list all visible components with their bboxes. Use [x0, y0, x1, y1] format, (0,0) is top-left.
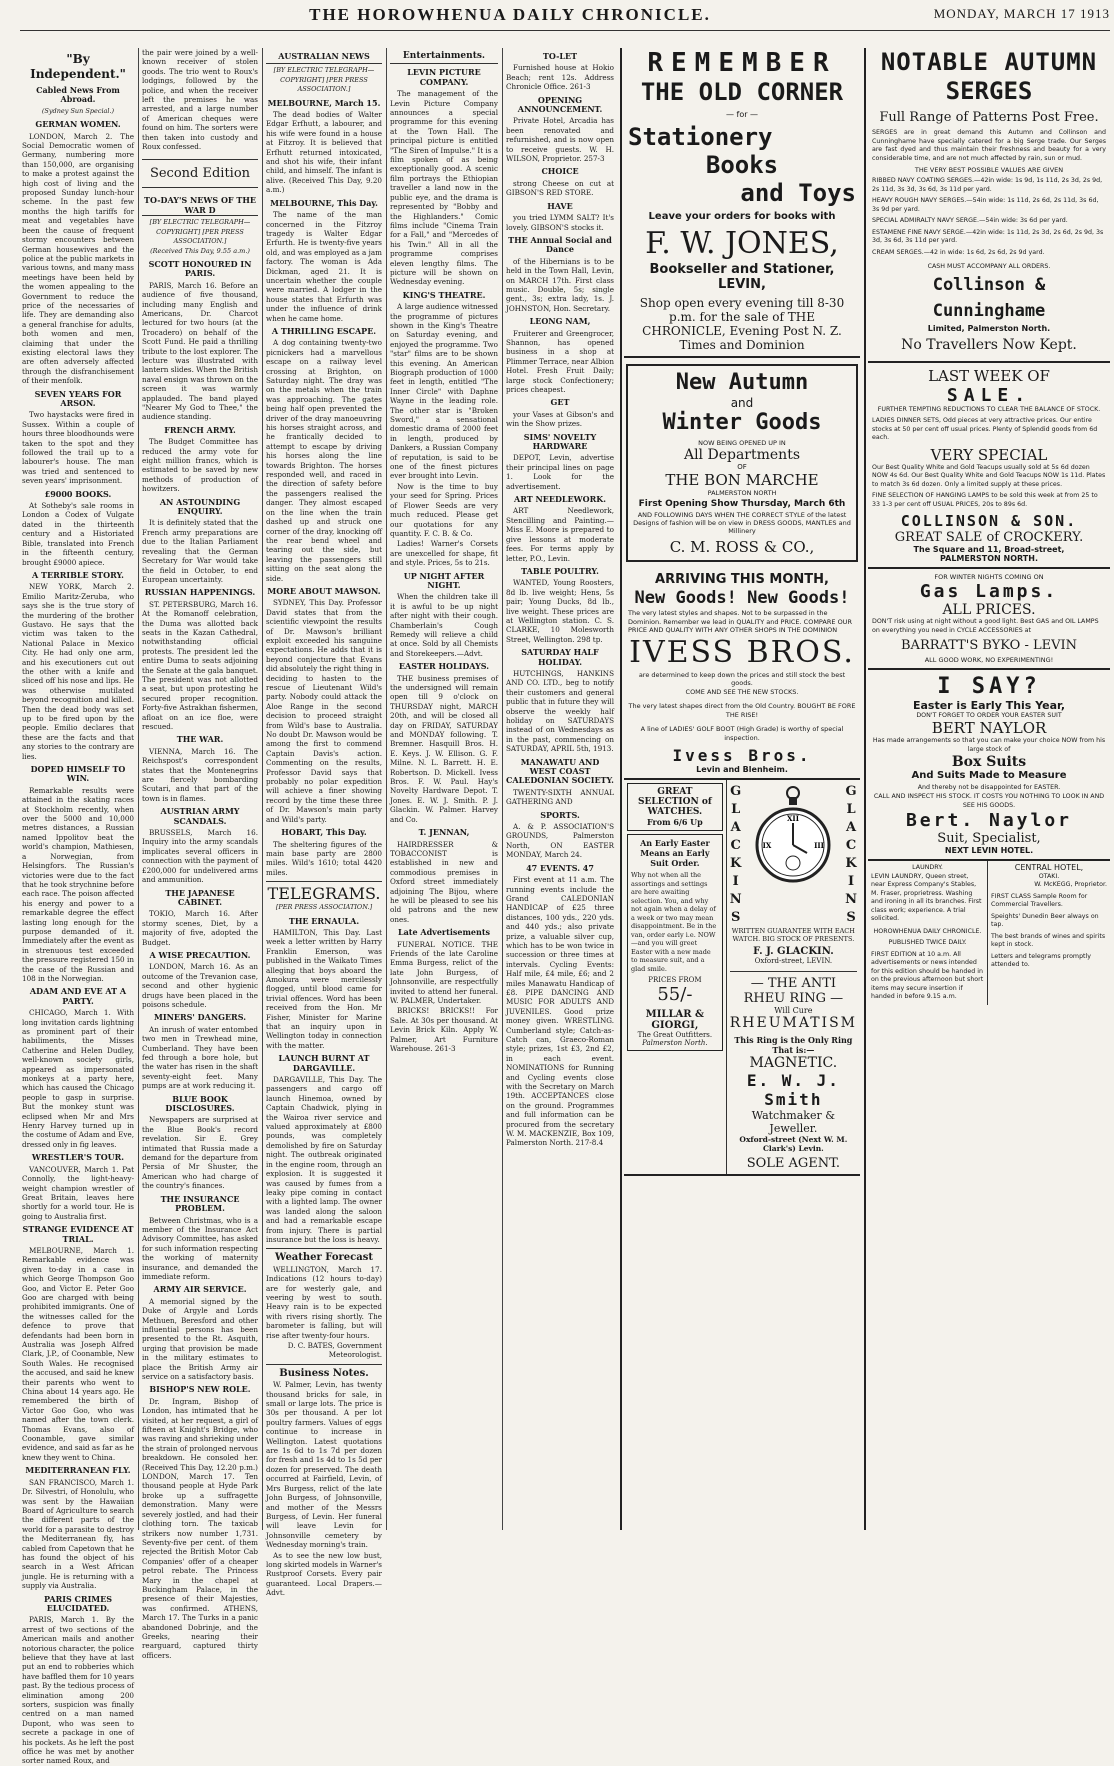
laundry-heading: LAUNDRY.: [912, 864, 943, 871]
glackins-letter: L: [846, 802, 856, 817]
article-body: VANCOUVER, March 1. Pat Connolly, the light-heavy-weight champion wrestler of Great Britain, leaves here shortly for a world tour. He is going to Australia first.: [22, 1164, 134, 1221]
call-inspect-text: CALL AND INSPECT HIS STOCK. IT COSTS YOU NOTHING TO LOOK IN AND SEE HIS GOODS.: [873, 793, 1105, 809]
col1-headline: "By Independent.": [30, 52, 126, 81]
telegrams-heading: TELEGRAMS.: [266, 881, 382, 901]
article-heading: AN ASTOUNDING ENQUIRY.: [159, 496, 241, 517]
glackins-letter: G: [730, 784, 742, 799]
article-body: The sheltering figures of the main base party are 2800 miles. Wild's 1610; total 4420 miles.: [266, 839, 382, 877]
i-say-text: I SAY?: [937, 674, 1041, 699]
masthead-rule: [20, 30, 1110, 31]
col5-ads: [506, 52, 614, 1148]
article-body: Furnished house at Hokio Beach; rent 12s. Address Chronicle Office. 261-3: [506, 63, 614, 92]
published-text: PUBLISHED TWICE DAILY.: [888, 939, 967, 946]
ivess-name-2: Ivess Bros.: [672, 746, 812, 765]
square-address: The Square and 11, Broad-street,: [913, 545, 1065, 554]
article-heading: STRANGE EVIDENCE AT TRIAL.: [22, 1224, 134, 1244]
article-body: DARGAVILLE, This Day. The passengers and cargo off launch Hinemoa, owned by Captain Chadwick, plying in the Wairoa river service and valued approximately at £800 pounds, was completely demolished by fire on Saturday night. The outbreak originated in the engine room, through an explosion. It is suggested it was caused by fumes from a leaky pipe coming in contact with a lighted lamp. The owner was landed along the saloon and had a remarkable escape from injury. There is partial insurance but the loss is heavy.: [266, 1075, 382, 1244]
article-body: Private Hotel, Arcadia has been renovated and refurnished, and is now open to receive guests. W. H. WILSON, Proprietor. 257-3: [506, 116, 614, 164]
glackins-letter: K: [845, 856, 857, 871]
article-body: First event at 11 a.m. The running events include the Grand CALEDONIAN HANDICAP of £25 three distances, 100 yds., 220 yds. and 440 yds.; also private prize, a valuable silver cup, which has to be won twice in succession or three times at intervals. Cycling Events: Half mile, £4 mile, £6; and 2 miles Manawatu Handicap of £8. PIPE DANCING AND MUSIC FOR ADULTS AND JUVENILES. Good prize money given. WRESTLING. Cumberland style; Catch-as-Catch can, Graeco-Roman style; prizes, 1st £3, 2nd £2, in each event. NOMINATIONS for Running and Cycling events close with the Secretary on March 19th. ACCEPTANCES close on the ground. Programmes and full information can be procured from the secretary W. M. MACKENZIE, Box 109, Palmerston North. 217-8.4: [506, 875, 614, 1148]
bon-marche-name: THE BON MARCHE: [665, 471, 819, 489]
collinson-name: Collinson & Cunninghame: [932, 274, 1046, 321]
article-body: Now is the time to buy your seed for Spring. Prices of Flower Seeds are very much reduced. Please get our quotations for any quantity. F. C. B. & Co.: [390, 481, 498, 538]
column-divider: [502, 48, 503, 1530]
very-large-text: The very latest shapes direct from the Old Country. BOUGHT BE FORE THE RISE!: [628, 702, 856, 719]
barratt-name: BARRATT'S BYKO - LEVIN: [901, 638, 1077, 653]
bert-naylor-name-2: Bert. Naylor: [905, 810, 1073, 831]
column-divider: [262, 48, 263, 1530]
article-heading: GET: [550, 397, 570, 408]
next-levin-text: NEXT LEVIN HOTEL.: [944, 846, 1034, 855]
article-heading: £9000 BOOKS.: [44, 488, 112, 499]
levin-blenheim-text: Levin and Blenheim.: [696, 765, 788, 774]
anti-rheu-ad: [730, 971, 857, 1171]
ribbed-serge-text: RIBBED NAVY COATING SERGES.—42in wide: 1s 9d, 1s 11d, 2s 3d, 2s 9d, 2s 11d, 3s 3d, 3s 6d, 3s 11d per yard.: [872, 177, 1103, 193]
glackins-letter: I: [732, 874, 739, 889]
column-divider: [620, 48, 622, 1530]
heavy-serge-text: HEAVY ROUGH NAVY SERGES.—54in wide: 1s 11d, 2s 6d, 2s 11d, 3s 6d, 3s 9d per yard.: [872, 197, 1099, 213]
millar-name: MILLAR & GIORGI,: [645, 1009, 705, 1031]
entertainments-heading: Entertainments.: [390, 52, 498, 64]
ad-column-right: [868, 44, 1110, 1530]
glackins-letter: K: [730, 856, 742, 871]
article-body: of the Hibernians is to be held in the Town Hall, Levin, on MARCH 17th. First class music. Double, 5s; single gent., 3s; extra lady, 1s. J. JOHNSTON, Hon. Secretary.: [506, 256, 614, 313]
article-body: THE business premises of the undersigned will remain open till 9 o'clock on THURSDAY night, MARCH 20th, and will be closed all day on FRIDAY, SATURDAY and MONDAY following. T. Bremner. Hasquill Bros. H. E. Keys. J. W. Ellison. G. F. Milne. N. L. Barrett. H. E. Robertson. D. Mickell. Ivess Bros. F. W. Paul. Hay's Novelty Hardware Depot. T. Jones. E. W. J. Smith. P. J. Glackin. W. Palmer. Harvey and Co.: [390, 673, 498, 824]
article-body: At Sotheby's sale rooms in London a Codex of Vulgate dated in the thirteenth century and a Historiated Bible, translated into French in the fifteenth century, brought £9000 apiece.: [22, 501, 134, 567]
gas-lamps-ad: [868, 569, 1110, 670]
col1-subheadline: Cabled News From Abroad.: [36, 85, 120, 105]
issue-date: MONDAY, MARCH 17 1913: [933, 6, 1110, 21]
jones-name: F. W. JONES,: [645, 226, 839, 261]
glackins-letter: A: [730, 820, 741, 835]
glackins-letter: A: [846, 820, 857, 835]
article-heading: MELBOURNE, This Day.: [270, 197, 378, 208]
shop-open-text: Shop open every evening till 8-30 p.m. for the sale of THE CHRONICLE, Evening Post N. Z. Times and Dominion: [639, 296, 845, 352]
palmerston-text: Palmerston North.: [642, 1039, 708, 1047]
serges-description: SERGES are in great demand this Autumn and Collinson and Cunninghame have specially catered for a big Serge trade. Our Serges are fast dyed and thus maintain their freshness and beauty for a very considerable time, and are not much affected by rain, sun or mud.: [872, 129, 1106, 162]
article-heading: LAUNCH BURNT AT DARGAVILLE.: [278, 1053, 370, 1073]
box-suits-text: Box Suits: [951, 754, 1027, 770]
estamene-serge-text: ESTAMENE FINE NAVY SERGE.—42in wide: 1s 11d, 2s 3d, 2s 6d, 2s 9d, 3s 3d, 3s 6d, 3s 11d per yard.: [872, 228, 1104, 244]
glackins-left-letters: [730, 783, 742, 927]
watches-price: From 6/6 Up: [647, 817, 703, 827]
weather-signature: D. C. BATES, Government Meteorologist.: [287, 1341, 382, 1360]
article-heading: MINERS' DANGERS.: [154, 1012, 246, 1023]
very-special-text: VERY SPECIAL: [930, 445, 1048, 464]
article-body: Two haystacks were fired in Sussex. Within a couple of hours three bloodhounds were taken to the spot and they followed the trail up to a labourer's house. The man was tried and sentenced to seven years' imprisonment.: [22, 410, 134, 486]
admiralty-serge-text: SPECIAL ADMIRALTY NAVY SERGE.—54in wide: 3s 6d per yard.: [872, 217, 1068, 224]
column-3: [266, 48, 382, 1598]
article-heading: SPORTS.: [540, 809, 580, 820]
chronicle-name: HOROWHENUA DAILY CHRONICLE.: [873, 927, 982, 935]
bon-marche-location: PALMERSTON NORTH: [707, 489, 777, 497]
new-goods-text: New Goods! New Goods!: [634, 588, 850, 608]
article-heading: THE INSURANCE PROBLEM.: [160, 1193, 240, 1214]
article-heading: TABLE POULTRY.: [521, 565, 599, 576]
magnetic-text: MAGNETIC.: [749, 1055, 838, 1071]
article-heading: EASTER HOLIDAYS.: [398, 661, 490, 672]
article-body: your Vases at Gibson's and win the Show prizes.: [506, 409, 614, 429]
article-body: BRUSSELS, March 16. Inquiry into the army scandals implicates several officers in connection with the payment of £200,000 for undelivered arms and ammunition.: [142, 828, 258, 885]
column-2: [142, 48, 258, 1660]
suit-price: 55/-: [657, 984, 693, 1005]
best-brands-text: The best brands of wines and spirits kept in stock.: [991, 932, 1106, 948]
article-body: Ladies! Warner's Corsets are unexcelled for shape, fit and style. Prices, 5s to 21s.: [390, 539, 498, 568]
mckegg-text: W. McKEGG, Proprietor.: [1034, 881, 1107, 888]
article-heading: CHOICE: [541, 166, 579, 177]
glackins-letter: I: [848, 874, 855, 889]
glackins-letter: N: [729, 892, 742, 907]
article-heading: WRESTLER'S TOUR.: [31, 1152, 125, 1163]
great-sale-text: GREAT SALE of CROCKERY.: [894, 530, 1084, 545]
telegrams-source: [PER PRESS ASSOCIATION.]: [275, 903, 373, 912]
article-body: The dead bodies of Walter Edgar Erfhutt, a labourer, and his wife were found in a house at Fitzroy. It is believed that Erfhutt returned intoxicated, and shot his wife, their infant child, and himself. The infant is alive. (Received This Day, 9.20 a.m.): [266, 110, 382, 195]
article-heading: UP NIGHT AFTER NIGHT.: [403, 570, 485, 590]
article-body: ART Needlework, Stencilling and Painting.—Miss E. Moore is prepared to give lessons at moderate fees. For terms apply by letter, P.O., Levin.: [506, 506, 614, 563]
article-body: strong Cheese on cut at GIBSON'S RED STORE.: [506, 178, 614, 198]
smith-name: E. W. J. Smith: [746, 1071, 840, 1109]
article-heading: FRENCH ARMY.: [164, 424, 236, 435]
winter-goods-text: Winter Goods: [662, 410, 822, 435]
arriving-text: ARRIVING THIS MONTH,: [655, 572, 829, 587]
column-5: [506, 48, 614, 1528]
full-range-text: Full Range of Patterns Post Free.: [879, 110, 1099, 125]
article-heading: MELBOURNE, March 15.: [267, 97, 381, 108]
article-body: you tried LYMM SALT? It's lovely. GIBSON'S stocks it.: [506, 213, 614, 232]
limited-text: Limited, Palmerston North.: [927, 323, 1051, 333]
article-heading: MEDITERRANEAN FLY.: [25, 1465, 131, 1476]
article-body: CHICAGO, March 1. With long invitation cards lightning as prominent part of their habiliments, the Misses Catherine and Helen Dudley, well-known society girls, appeared as impersonated monkeys at a party here, which has caused the Chicago people to gasp in surprise. But the monkey stunt was eclipsed when Mr and Mrs Henry Harvey turned up in the costume of Adam and Eve, dressed only in fig leaves.: [22, 1008, 134, 1149]
article-heading: 47 EVENTS. 47: [526, 862, 594, 873]
of-text: OF: [737, 463, 747, 471]
made-to-measure-text: And Suits Made to Measure: [911, 770, 1067, 781]
corset-notice: As to see the new low bust, long skirted models in Warner's Rustproof Corsets. Every pair guaranteed. Local Drapers.—Advt.: [266, 1550, 382, 1598]
article-heading: BISHOP'S NEW ROLE.: [149, 1384, 251, 1395]
article-heading: ARMY AIR SERVICE.: [153, 1284, 247, 1295]
toys-text: and Toys: [740, 179, 856, 207]
article-heading: Late Advertisements: [397, 927, 491, 938]
sale-text: SALE.: [946, 384, 1032, 406]
article-heading: MORE ABOUT MAWSON.: [267, 585, 381, 596]
ivess-ad: [624, 568, 860, 780]
all-departments-text: All Departments: [683, 447, 801, 463]
article-heading: AUSTRIAN ARMY SCANDALS.: [160, 806, 240, 826]
remember-text: REMEMBER: [647, 48, 837, 78]
glackins-right-letters: [845, 783, 857, 927]
column-1: [22, 48, 134, 1766]
old-corner-text: THE OLD CORNER: [640, 78, 844, 106]
outfitters-text: The Great Outfitters.: [637, 1031, 713, 1039]
golf-boot-text: A line of LADIES' GOLF BOOT (High Grade) is worthy of special inspection.: [640, 725, 844, 742]
hanging-lamps-text: FINE SELECTION OF HANGING LAMPS to be sold this week at from 25 to 33 1-3 per cent off USUAL PRICES, 20s to 89s 6d.: [872, 492, 1098, 508]
speights-text: Speights' Dunedin Beer always on tap.: [991, 912, 1099, 928]
bottom-notices: [868, 861, 1110, 1005]
business-text: W. Palmer, Levin, has twenty thousand bricks for sale, in small or large lots. The price is 30s per thousand. A per lot poultry farmers. Values of eggs continue to increase in Wellington. Latest quotations are 1s 6d to 1s 7d per dozen for fresh and 1s 4d to 1s 5d per dozen for preserved. The death occurred at Fairfield, Levin, of Mrs Burgess, relict of the late John Burgess, of Johnsonville, and mother of the Messrs Burgess, of Levin. Her funeral will leave Levin for Johnsonville cemetery by Wednesday morning's train.: [266, 1380, 382, 1550]
business-heading: Business Notes.: [266, 1364, 382, 1378]
all-prices-text: ALL PRICES.: [942, 602, 1036, 618]
bon-marche-ad: [626, 364, 858, 562]
guarantee-text: WRITTEN GUARANTEE WITH EACH WATCH. BIG STOCK OF PRESENTS.: [731, 927, 855, 943]
cash-orders-text: CASH MUST ACCOMPANY ALL ORDERS.: [927, 263, 1051, 270]
article-heading: ART NEEDLEWORK.: [514, 494, 606, 505]
glackins-letter: S: [846, 910, 856, 925]
glackin-name: F. J. GLACKIN.: [753, 946, 834, 957]
laundry-text: LEVIN LAUNDRY, Queen street, near Express Company's Stables, M. Fraser, proprietress. Washing and ironing in all its branches. First class work; experience. A trial solicited.: [871, 872, 982, 922]
article-body: DEPOT, Levin, advertise their principal lines on page 1. Look for the advertisement.: [506, 453, 614, 491]
col2-intro: the pair were joined by a well-known receiver of stolen goods. The trio went to Roux's lodgings, followed by the police, and when the receiver left the premises he was arrested, and a large number of American cheques were found on him. The sorters were then taken into custody and Roux confessed.: [142, 48, 258, 152]
article-body: It is definitely stated that the French army preparations are due to the Italian Parliament revealing that the German Secretary for War would take the field in October, to end European uncertainty.: [142, 518, 258, 584]
column-divider: [138, 48, 139, 1530]
article-heading: A TERRIBLE STORY.: [32, 569, 124, 580]
new-autumn-text: New Autumn: [675, 370, 809, 395]
article-body: HAMILTON, This Day. Last week a letter written by Harry Franklin Emerson, was published in the Waikato Times alleging that boys aboard the Amokura were mercilessly flogged, until blood came for trivial offences. Word has been received from the Hon. Mr Fisher, Minister for Marine that an inquiry upon in Wellington today in connection with the matter.: [266, 927, 382, 1050]
article-body: BRICKS! BRICKS!! For Sale. At 30s per thousand. At Levin Brick Kiln. Apply W. Palmer, Art Furniture Warehouse. 261-3: [390, 1006, 498, 1054]
sample-room-text: FIRST CLASS Sample Room for Commercial Travellers.: [991, 892, 1088, 908]
article-body: When the children take ill it is awful to be up night after night with their cough. Chamberlain's Cough Remedy will relieve a child at once. Sold by all Chemists and Storekeepers.—Advt.: [390, 592, 498, 658]
first-edition-text: FIRST EDITION at 10 a.m. All advertisements or news intended for this edition should be handed in on the previous afternoon but short items may secure insertion if handed in before 9.15 a.m.: [871, 950, 984, 1000]
article-body: A large audience witnessed the programme of pictures shown in the King's Theatre on Saturday evening, and enjoyed the programme. Two "star" films are to be shown this evening. An American Biograph production of 1000 feet in length, entitled "The Inner Circle" with Daphne Wayne in the leading role. The other star is "Broken Sword," a sensational domestic drama of 2000 feet in length, produced by Dankers, a Russian Company of reputation, is said to be one of the finest pictures ever brought into Levin.: [390, 302, 498, 481]
article-heading: LEVIN PICTURE COMPANY.: [407, 67, 481, 87]
leave-orders-text: Leave your orders for books with: [648, 211, 836, 222]
war-news-heading: TO-DAY'S NEWS OF THE WAR D: [143, 195, 256, 215]
further-reductions-text: FURTHER TEMPTING REDUCTIONS TO CLEAR THE BALANCE OF STOCK.: [877, 405, 1101, 413]
all-good-work-text: ALL GOOD WORK, NO EXPERIMENTING!: [924, 656, 1054, 664]
glackin-address: Oxford-street, LEVIN.: [754, 957, 833, 965]
and-text: and: [730, 396, 754, 410]
smith-address: Oxford-street (Next W. M. Clark's) Levin.: [739, 1135, 848, 1153]
only-ring-text: This Ring is the Only Ring That is:—: [734, 1035, 853, 1055]
australian-news-heading: AUSTRALIAN NEWS: [266, 52, 382, 64]
old-corner-ad: [624, 44, 860, 358]
opened-text: NOW BEING OPENED UP IN: [698, 439, 786, 447]
otaki-text: OTAKI.: [1038, 872, 1060, 880]
australian-news-source: [BY ELECTRIC TELEGRAPH—COPYRIGHT] [PER PRESS ASSOCIATION.]: [273, 66, 375, 94]
article-body: The Budget Committee has reduced the army vote for eight million francs, which is estimated to be saved by new methods of production of howitzers.: [142, 437, 258, 494]
notable-autumn-text: NOTABLE AUTUMN: [880, 48, 1098, 76]
article-body: LONDON, March 2. The Social Democratic women of Germany, numbering more than 150,000, are organising to make a protest against the high cost of living and the proposed Sunday lunch-hour scheme. In the past few months the high tariffs for meat and vegetables have been the cause of frequent stormy encounters between German housewives and the police at the public markets in various towns, and many mass meetings have been held by the women appealing to the Government to reduce the price of the necessaries of life. They are demanding also a general franchise for adults, both women and men, claiming that under the existing electoral laws they are often adversely affected through the disfranchisement of their menfolk.: [22, 131, 134, 386]
come-see-text: COME AND SEE THE NEW STOCKS.: [685, 687, 799, 696]
gas-lamps-text: Gas Lamps.: [919, 581, 1059, 602]
col2-articles: [142, 260, 258, 1660]
article-heading: T. JENNAN,: [418, 827, 470, 838]
rheumatism-text: RHEUMATISM: [729, 1015, 857, 1031]
pocket-watch-icon: [753, 783, 833, 903]
central-hotel-name: CENTRAL HOTEL,: [1014, 863, 1084, 872]
article-body: Dr. Ingram, Bishop of London, has intimated that he visited, at her request, a girl of fifteen at Knight's Bridge, who was raving and shrieking under the strain of prolonged nervous breakdown. He consoled her. (Received This Day, 12.20 p.m.) LONDON, March 17. Ten thousand people at Hyde Park broke up a suffragette demonstration. Many were severely jostled, and had their clothing torn. The taxicab strikers now number 1,731. Seventy-five per cent. of them rejected the British Motor Cab Companies' offer of a cheaper petrol rebate. The Princess Mary in the chapel at Buckingham Palace, in the presence of their Majesties, was confirmed. ATHENS, March 17. The Turks in a panic abandoned Dobrinje, and the Greeks, nearing their rearguard, captured thirty officers.: [142, 1396, 258, 1660]
article-body: MELBOURNE, March 1. Remarkable evidence was given to-day in a case in which George Thompson Goo Goo, and Victor E. Peter Goo Goo are charged with being prohibited immigrants. One of the witnesses called for the defence to prove that defendants had been born in Australia was Joseph Alfred Clark, J.P., of Coonamble, New South Wales. He recognised the accused, and said he knew their parents who went to China about 14 years ago. He remembered the birth of Victor Goo Goo, who was named after the town clerk. Thomas Evans, also of Coonamble, gave similar evidence, and said as far as he knew they went to China.: [22, 1245, 134, 1462]
suit-specialist-text: Suit, Specialist,: [937, 831, 1041, 846]
collinson-son-name: COLLINSON & SON.: [900, 512, 1078, 530]
glackins-letter: G: [845, 784, 857, 799]
telegram-articles: [266, 917, 382, 1245]
letters-text: Letters and telegrams promptly attended to.: [991, 952, 1092, 968]
glackins-letter: C: [730, 838, 741, 853]
article-heading: KING'S THEATRE.: [402, 289, 486, 300]
crockery-sale-ad: [868, 363, 1110, 570]
article-body: The management of the Levin Picture Company announces a special programme for this evening at the Town Hall. The principal picture is entitled "The Siren of Impulse." It is a film spoken of as being exceptionally good. A scenic film portrays the Ethiopian traveller a land now in the public eye, and the drama is represented by "Bobby and the Highlanders." Comic films include "Cinema Train for a Fall," and "Mercedes of his Twin." All in all the programme comprises eleven lengthy films. The picture will be shown on Wednesday evening.: [390, 89, 498, 287]
article-body: ST. PETERSBURG, March 16. At the Romanoff celebration, the Duma was allotted back seats in the Kazan Cathedral, notwithstanding official protests. The president led the entire Duma to seats adjoining the Senate at the gala banquet. The president was not allotted a seat, but upon protesting he secured proper recognition. Forty-five Astrakhan fishermen, afloat on an ice floe, were rescued.: [142, 599, 258, 731]
ivess-name: IVESS BROS.: [629, 634, 855, 670]
for-text: — for —: [725, 110, 759, 119]
article-body: Between Christmas, who is a member of the Insurance Act Advisory Committee, has asked for such information respecting the working of maternity insurance, and demanded the immediate reform.: [142, 1215, 258, 1281]
article-heading: THE ERNAULA.: [288, 915, 360, 926]
article-body: WANTED, Young Roosters, 8d lb. live weight; Hens, 5s pair; Young Ducks, 8d lb., live weight. These prices are at Wellington station. C. S. CLARKE, 10 Molesworth Street, Wellington. 298 tp.: [506, 578, 614, 644]
col1-source: (Sydney Sun Special.): [41, 106, 115, 115]
prices-from-text: PRICES FROM: [648, 976, 702, 984]
weather-text: WELLINGTON, March 17. Indications (12 hours to-day) are for westerly gale, and veering by west to south. Heavy rain is to be expected with rivers rising shortly. The barometer is falling, but will rise after twenty-four hours.: [266, 1264, 382, 1340]
article-body: SYDNEY, This Day. Professor David states that from the scientific viewpoint the results of Dr. Mawson's brilliant exploit exceeded his sanguine expectations. He adds that it is beyond conjecture that Evans did absolutely the right thing in deciding to hasten to the rescue of Lieutenant Wild's party. Nobody could attack the Aloe Range in the second decision to proceed straight from Wild's base to Australia. No doubt Dr. Mawson would be among the first to commend Captain Davis's action. Commenting on the results, Professor David says that probably no polar expedition will achieve a finer showing record by the time these three of Dr. Mawson's main party and Wild's party.: [266, 598, 382, 824]
dont-risk-text: DON'T risk using at night without a good light. Best GAS and OIL LAMPS on everything you need in CYCLE ACCESSORIES at: [872, 618, 1099, 634]
disappointed-text: And thereby not be disappointed for EASTER.: [917, 784, 1061, 791]
article-heading: MANAWATU AND WEST COAST CALEDONIAN SOCIETY.: [506, 756, 614, 786]
article-body: The name of the man concerned in the Fitzroy tragedy is Walter Edgar Erfurth. He is twenty-five years old, and was employed as a jam factory. The woman is Ada Dickman, aged 21. It is uncertain whether the couple were married. A lodger in the house states that Erfurth was under the influence of drink when he came home.: [266, 210, 382, 323]
article-body: HUTCHINGS, HANKINS AND CO. LTD., beg to notify their customers and general public that in future they will observe the weekly half holiday on SATURDAYS instead of on Wednesdays as in the past, commencing on SATURDAY, APRIL 5th, 1913.: [506, 668, 614, 754]
article-heading: THE Annual Social and Dance: [508, 234, 612, 255]
col4-articles: [390, 68, 498, 1053]
arrangements-text: Has made arrangements so that you can make your choice NOW from his large stock of: [872, 737, 1106, 753]
article-body: A. & P. ASSOCIATION'S GROUNDS, Palmerston North, ON EASTER MONDAY, March 24.: [506, 822, 614, 860]
article-body: NEW YORK, March 2. Emilio Maritz-Zeruba, who says she is the true story of the murdering of the brother Gustavo. He says that the victim was taken to the National Palace in Mexico City. He had only one arm, and his executioners cut out the other with a knife and sliced off his nose and lips. He was otherwise mutilated beyond recognition and killed. Then the dead body was set up to be fired upon by the people. Emilio declares that these are the facts and that any stories to the contrary are lies.: [22, 582, 134, 761]
column-4: [390, 48, 498, 1528]
article-body: Remarkable results were attained in the skating races at Stockholm recently, when over the 5000 and 10,000 metres distances, a Russian named Ippolitov beat the world's champion, Mathiesen, a Norwegian, from Helsingfors. The Russian's victories were due to the fact that he took strychnine before each race. The poison affected his energy and power to a remarkable degree the effect lasting long enough for the purpose demanded of it. Immediately after the event as in strenuous test exceeded the pressure registered 150 in the case of the Russian and 108 in the Norwegian.: [22, 785, 134, 983]
article-body: HAIRDRESSER & TOBACCONIST is established in new and commodious premises in Oxford street immediately adjoining The Bijou, where he will be pleased to see his old patrons and the new ones.: [390, 839, 498, 924]
article-body: PARIS, March 1. By the arrest of two sections of the American mails and another notorious character, the police believe that they have at last put an end to robberies which have baffled them for 10 years past. By the tedious process of elimination among 200 sorters, suspicion was finally centred on a man named Dupont, who was seen to secrete a package in one of his pockets. As he left the post office he was met by another sorter named Roux, and: [22, 1615, 134, 1766]
watchmaker-text: Watchmaker & Jeweller.: [751, 1109, 836, 1135]
col1-articles: [22, 120, 134, 1766]
winter-nights-text: FOR WINTER NIGHTS COMING ON: [934, 573, 1044, 581]
will-cure-text: Will Cure: [774, 1006, 813, 1015]
article-body: Newspapers are surprised at the Blue Book's record revelation. Sir E. Grey intimated that Russia made a demand for the departure from Persia of Mr Shuster, the American who had charge of the country's finances.: [142, 1115, 258, 1191]
dont-forget-text: DON'T FORGET TO ORDER YOUR EASTER SUIT: [916, 712, 1062, 719]
article-heading: HOBART, This Day.: [281, 827, 367, 838]
column-divider: [864, 48, 866, 1530]
teacups-text: Our Best Quality White and Gold Teacups usually sold at 5s 6d dozen NOW 4s 6d. Our Best Quality White and Gold Teacups NOW 1s 11d. Plates to match 3s 6d dozen. Only a limited supply at these prices.: [872, 463, 1106, 488]
lower-ads: [624, 780, 860, 1176]
article-heading: THE WAR.: [176, 734, 224, 745]
newspaper-title: THE HOROWHENUA DAILY CHRONICLE.: [309, 5, 711, 24]
article-heading: SCOTT HONOURED IN PARIS.: [148, 258, 252, 279]
books-text: Books: [705, 151, 779, 179]
determined-text: are determined to keep down the prices and still stock the best goods.: [638, 670, 846, 687]
early-easter-ad: [627, 834, 723, 1051]
war-news-received: (Received This Day, 9.55 a.m.): [150, 246, 250, 255]
col3-articles: [266, 99, 382, 878]
bert-naylor-name: BERT NAYLOR: [931, 719, 1047, 737]
article-heading: A THRILLING ESCAPE.: [271, 325, 377, 336]
sole-agent-text: SOLE AGENT.: [746, 1156, 841, 1171]
svg-text:III: III: [814, 841, 825, 850]
last-week-text: LAST WEEK OF: [928, 366, 1050, 385]
article-heading: HAVE: [547, 200, 573, 211]
naylor-ad: [868, 670, 1110, 861]
article-body: An inrush of water entombed two men in Trewhead mine, Cumberland. They have been fed through a bore hole, but the water has risen in the shaft seventy-eight feet. Many pumps are at work reducing it.: [142, 1024, 258, 1091]
glackin-watch-ad: [727, 780, 860, 1174]
following-days-text: AND FOLLOWING DAYS WHEN THE CORRECT STYLE of the latest Designs of fashion will be on view in DRESS GOODS, MANTLES and Millinery: [633, 511, 851, 535]
stationery-text: Stationery: [628, 123, 773, 151]
article-heading: ADAM AND EVE AT A PARTY.: [29, 986, 127, 1006]
levin-text: LEVIN,: [718, 277, 766, 292]
article-heading: BLUE BOOK DISCLOSURES.: [165, 1093, 235, 1114]
article-body: SAN FRANCISCO, March 1. Dr. Silvestri, of Honolulu, who was sent by the Hawaiian Board of Agriculture to search the different parts of the world for a parasite to destroy the Mediterranean fly, has cabled from Capetown that he has found the object of his search in a West African jungle. He is returning with a supply via Australia.: [22, 1477, 134, 1591]
svg-text:XII: XII: [787, 814, 800, 823]
no-travellers-text: No Travellers Now Kept.: [901, 336, 1077, 353]
article-heading: THE JAPANESE CABINET.: [165, 887, 235, 907]
article-heading: A WISE PRECAUTION.: [149, 949, 251, 960]
palmerston-north-text: PALMERSTON NORTH.: [940, 554, 1038, 563]
article-heading: SEVEN YEARS FOR ARSON.: [34, 388, 122, 408]
masthead: [0, 0, 1114, 50]
article-heading: TO-LET: [542, 51, 578, 61]
article-body: Fruiterer and Greengrocer, Shannon, has opened business in a shop at Plimmer Terrace, near Albion Hotel. Fresh Fruit Daily; large stock Confectionery; prices cheapest.: [506, 328, 614, 394]
column-divider: [386, 48, 387, 1530]
article-body: TOKIO, March 16. After stormy scenes, Diet, by a majority of five, adopted the Budget.: [142, 909, 258, 947]
weather-heading: Weather Forecast: [266, 1248, 382, 1262]
very-latest-text: The very latest styles and shapes. Not to be surpassed in the Dominion. Remember we lead in QUALITY and PRICE. COMPARE OUR PRICE AND QUALITY WITH ANY OTHER SHOPS IN THE DOMINION: [628, 609, 852, 634]
easter-early-text: Easter is Early This Year,: [912, 699, 1066, 712]
glackins-letter: L: [731, 802, 741, 817]
article-heading: LEONG NAM,: [529, 316, 591, 327]
serges-ad: [868, 44, 1110, 363]
watches-title: GREAT SELECTION of WATCHES.: [638, 787, 712, 817]
anti-rheu-title: — THE ANTI RHEU RING —: [743, 976, 844, 1006]
best-values-text: THE VERY BEST POSSIBLE VALUES ARE GIVEN: [914, 166, 1064, 174]
article-body: A dog containing twenty-two picnickers had a marvellous escape on a railway level crossing at Brighton, on Saturday night. The dray was on the metals when the train was approaching. The gates being half open prevented the driver of the dray manoeuvring his horses straight across, and he frantically decided to attempt to escape by driving his horses along the line towards Brighton. The horses responded well, and raced in the direction of safety before the passengers realised the danger. They almost escaped on the line when the train dashed up and struck one corner of the dray, knocking off the rear bend wheel and tearing out the side, but leaving the passengers still sitting on the seat along the side.: [266, 338, 382, 583]
article-heading: OPENING ANNOUNCEMENT.: [517, 94, 603, 115]
article-heading: SATURDAY HALF HOLIDAY.: [521, 647, 599, 667]
article-heading: DOPED HIMSELF TO WIN.: [30, 764, 126, 784]
glackins-letter: S: [731, 910, 741, 925]
ad-column-left: [624, 44, 860, 1530]
article-heading: GERMAN WOMEN.: [35, 119, 121, 130]
bookseller-text: Bookseller and Stationer,: [649, 262, 835, 277]
ross-name: C. M. ROSS & CO.,: [669, 538, 815, 556]
second-edition-heading: Second Edition: [142, 159, 258, 188]
article-body: PARIS, March 16. Before an audience of five thousand, including many English and Americans, Dr. Charcot lectured for two hours (at the Trocadero) on behalf of the Scott Fund. He paid a thrilling tribute to the lost explorer. The lecture was illustrated with lantern slides. When the British naval ensign was thrown on the screen it was warmly applauded. The band played "Nearer My God to Thee," the audience standing.: [142, 280, 258, 422]
article-body: A memorial signed by the Duke of Argyle and Lords Methuen, Beresford and other influential persons has been presented to the Rt. Asquith, urging that provision be made in the military estimates to place the British Army air service on a satisfactory basis.: [142, 1296, 258, 1381]
cream-serge-text: CREAM SERGES.—42 in wide: 1s 6d, 2s 6d, 2s 9d yard.: [872, 248, 1045, 256]
why-not-text: Why not when all the assortings and settings are here awaiting selection. You, and why not again when a delay of a week or two may mean disappointment. Be in the van, order early i.e. NOW—and you will greet Easter with a new made to measure suit, and a glad smile.: [631, 871, 717, 973]
article-body: VIENNA, March 16. The Reichspost's correspondent states that the Montenegrins are fiercely bombarding Scutari, and that part of the town is in flames.: [142, 746, 258, 803]
article-body: FUNERAL NOTICE. THE Friends of the late Caroline Emma Burgess, relict of the late John Burgess, of Johnsonville, are respectfully invited to attend her funeral. W. PALMER, Undertaker.: [390, 939, 498, 1005]
article-heading: SIMS' NOVELTY HARDWARE: [523, 431, 597, 452]
article-body: LONDON, March 16. As an outcome of the Trevanion case, second and other hygienic drugs have been placed in the poisons schedule.: [142, 962, 258, 1009]
article-heading: RUSSIAN HAPPENINGS.: [144, 587, 256, 598]
serges-text: SERGES: [945, 77, 1033, 105]
glackins-letter: C: [845, 838, 857, 853]
war-news-source: [BY ELECTRIC TELEGRAPH—COPYRIGHT] [PER PRESS ASSOCIATION.]: [149, 218, 251, 246]
article-heading: PARIS CRIMES ELUCIDATED.: [43, 1593, 113, 1613]
first-opening-text: First Opening Show Thursday, March 6th: [638, 499, 846, 509]
svg-text:IX: IX: [763, 841, 772, 850]
dinner-sets-text: LADIES DINNER SETS, Odd pieces at very attractive prices. Our entire stocks at 50 per cent off usual prices. Plenty of Splendid goods from 6d each.: [872, 417, 1098, 441]
early-easter-text: An Early Easter Means an Early Suit Order.: [640, 838, 710, 868]
glackins-letter: N: [845, 892, 857, 907]
article-body: TWENTY-SIXTH ANNUAL GATHERING AND: [506, 787, 614, 807]
watches-ad: [627, 783, 723, 831]
